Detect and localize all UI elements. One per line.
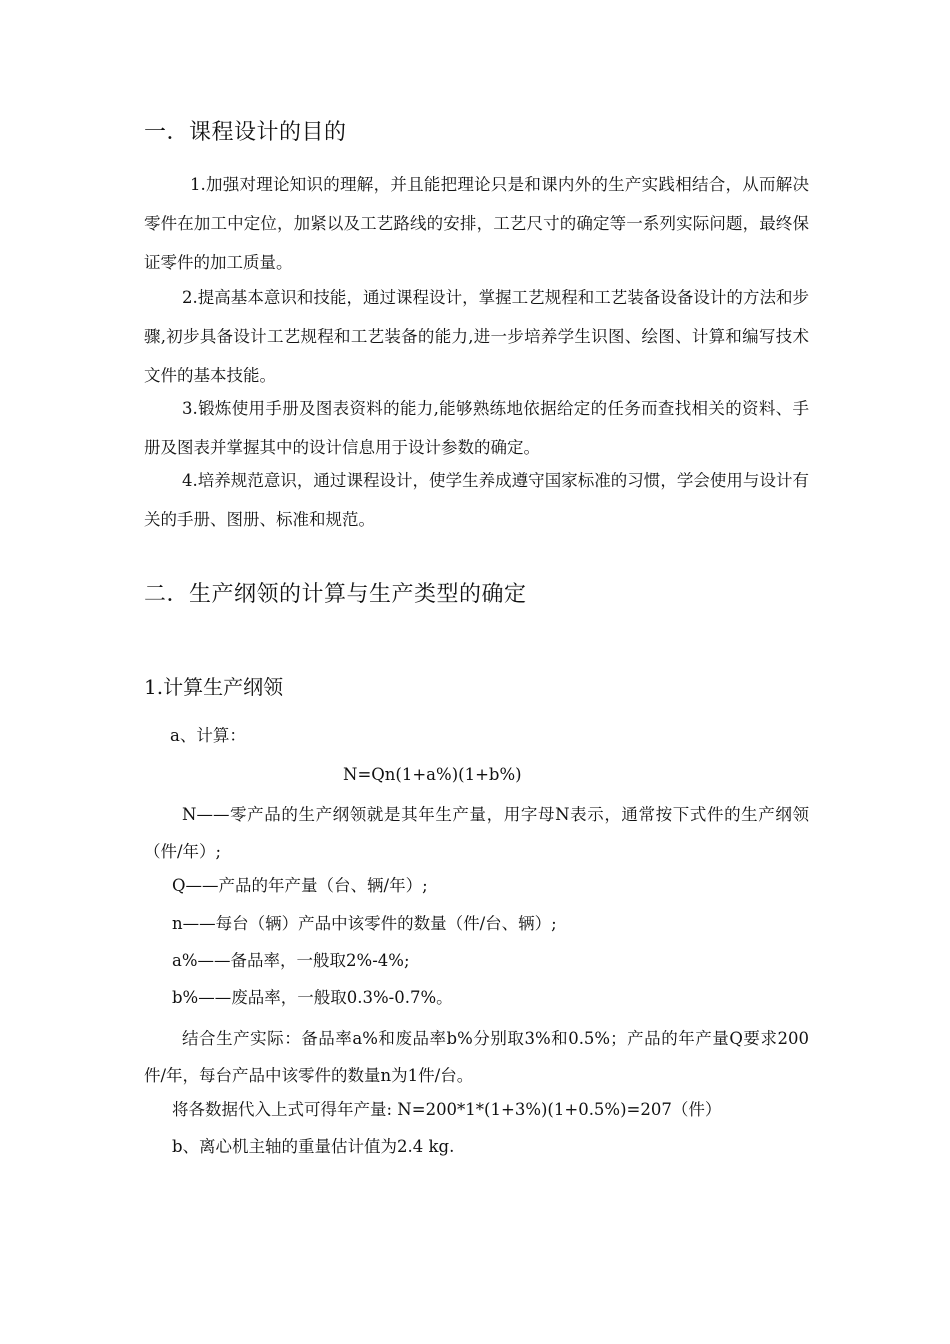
definition-n: n——每台（辆）产品中该零件的数量（件/台、辆）; (172, 914, 557, 933)
definition-Q: Q——产品的年产量（台、辆/年）; (172, 876, 428, 895)
section-1-item-4: 4.培养规范意识，通过课程设计，使学生养成遵守国家标准的习惯，学会使用与设计有关的手册、图册、标准和规范。 (144, 471, 809, 529)
section-1-item-1: 1.加强对理论知识的理解，并且能把理论只是和课内外的生产实践相结合，从而解决零件在加工中定位，加紧以及工艺路线的安排，工艺尺寸的确定等一系列实际问题，最终保证零件的加工质量。 (144, 175, 809, 272)
substitution-line: 将各数据代入上式可得年产量: N=200*1*(1+3%)(1+0.5%)=207（件） (172, 1100, 722, 1119)
definition-N: N——零产品的生产纲领就是其年生产量，用字母N表示，通常按下式件的生产纲领（件/年）; (144, 805, 809, 861)
subsection-1-heading: 1.计算生产纲领 (144, 675, 284, 699)
definition-a: a%——备品率，一般取2%-4%; (172, 951, 410, 970)
weight-estimate: b、离心机主轴的重量估计值为2.4 kg. (172, 1137, 455, 1156)
definition-b: b%——废品率，一般取0.3%-0.7%。 (172, 988, 453, 1007)
formula: N=Qn(1+a%)(1+b%) (343, 765, 522, 784)
section-1-item-2: 2.提高基本意识和技能，通过课程设计，掌握工艺规程和工艺装备设备设计的方法和步骤,初步具备设计工艺规程和工艺装备的能力,进一步培养学生识图、绘图、计算和编写技术文件的基本技能。 (144, 288, 809, 385)
section-1-item-3: 3.锻炼使用手册及图表资料的能力,能够熟练地依据给定的任务而查找相关的资料、手册及图表并掌握其中的设计信息用于设计参数的确定。 (144, 399, 809, 457)
section-2-heading: 二．生产纲领的计算与生产类型的确定 (144, 582, 527, 607)
calc-a-label: a、计算： (170, 726, 246, 745)
practice-paragraph: 结合生产实际：备品率a%和废品率b%分别取3%和0.5%；产品的年产量Q要求200件/年，每台产品中该零件的数量n为1件/台。 (144, 1029, 809, 1085)
section-1-heading: 一．课程设计的目的 (144, 120, 347, 145)
